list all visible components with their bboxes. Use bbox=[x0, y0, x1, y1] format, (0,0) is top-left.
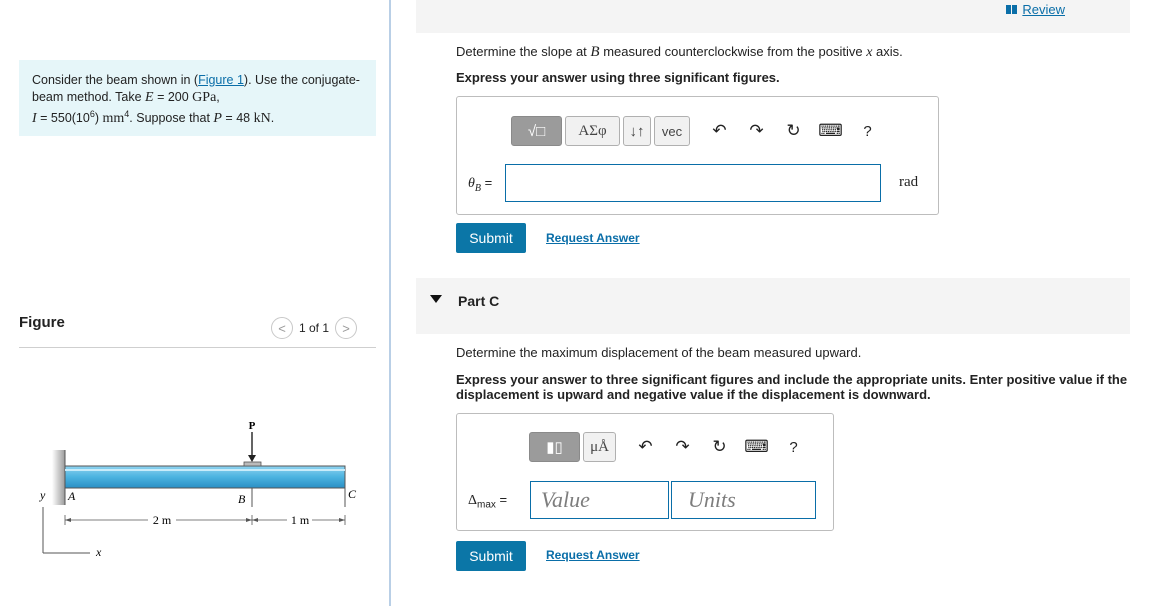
fraction-template-icon: ▮▯ bbox=[546, 439, 563, 456]
chevron-right-icon: > bbox=[342, 320, 350, 336]
partc-title[interactable]: Part C bbox=[458, 293, 500, 309]
partc-math-toolbar bbox=[529, 432, 810, 462]
load-symbol: P bbox=[213, 111, 222, 127]
point-a-label: A bbox=[68, 489, 76, 503]
greek-icon: ΑΣφ bbox=[578, 122, 607, 139]
undo-icon[interactable]: ↶ bbox=[712, 121, 727, 140]
problem-text: . Suppose that bbox=[129, 111, 214, 126]
partc-instruction: Express your answer to three significant figures and include the appropriate units. Enter positive value if the displacement is upward and negative value if the displacement is downward. bbox=[456, 372, 1128, 402]
delta-subscript: max bbox=[477, 499, 496, 511]
partc-header[interactable] bbox=[416, 278, 1130, 334]
templates-button[interactable] bbox=[529, 432, 580, 462]
partb-request-answer-link[interactable]: Request Answer bbox=[546, 231, 640, 245]
theta-subscript: B bbox=[474, 182, 481, 194]
point-b-symbol: B bbox=[590, 44, 600, 60]
inertia-exponent: 6 bbox=[89, 109, 95, 119]
question-text: axis. bbox=[872, 44, 903, 59]
vec-label: vec bbox=[661, 123, 683, 139]
problem-text: ). Use the conjugate-beam method. Take bbox=[32, 73, 360, 104]
problem-text: Consider the beam shown in ( bbox=[32, 73, 199, 87]
review-link[interactable] bbox=[1006, 2, 1065, 17]
review-bar bbox=[416, 0, 1130, 33]
load-plate bbox=[244, 462, 261, 466]
y-axis-label: y bbox=[40, 488, 46, 502]
reset-icon[interactable]: ↻ bbox=[712, 437, 727, 456]
modulus-unit: GPa bbox=[192, 90, 217, 105]
figure-heading: Figure bbox=[19, 314, 65, 331]
partc-question: Determine the maximum displacement of the beam measured upward. bbox=[456, 345, 862, 360]
inertia-value: = 550(10 bbox=[36, 111, 90, 126]
greek-symbols-button[interactable] bbox=[565, 116, 620, 146]
modulus-value: = 200 bbox=[153, 90, 193, 104]
problem-statement bbox=[19, 60, 376, 136]
partc-submit-button[interactable]: Submit bbox=[456, 541, 526, 571]
point-c-label: C bbox=[348, 487, 357, 501]
panel-divider[interactable] bbox=[389, 0, 391, 606]
problem-text: . bbox=[270, 111, 275, 126]
inertia-symbol: I bbox=[32, 111, 37, 127]
dimension-ab: 2 m bbox=[152, 513, 172, 527]
question-text: Determine the slope at bbox=[456, 44, 591, 59]
x-axis-symbol: x bbox=[866, 45, 873, 60]
delta-max-label bbox=[468, 492, 507, 511]
partb-submit-button[interactable]: Submit bbox=[456, 223, 526, 253]
delta-symbol: Δ bbox=[468, 493, 478, 508]
chevron-left-icon: < bbox=[278, 320, 286, 336]
units-input[interactable]: Units bbox=[671, 481, 816, 519]
prev-figure-button[interactable] bbox=[271, 317, 293, 339]
caret-down-icon[interactable] bbox=[430, 295, 442, 303]
theta-symbol: θ bbox=[468, 176, 475, 191]
equals-sign: = bbox=[495, 492, 508, 507]
figure-link[interactable]: Figure 1 bbox=[198, 73, 244, 87]
redo-icon[interactable]: ↷ bbox=[675, 437, 690, 456]
redo-icon[interactable]: ↷ bbox=[749, 121, 764, 140]
modulus-symbol: E bbox=[145, 90, 154, 105]
slope-unit: rad bbox=[899, 174, 919, 190]
dimension-bc: 1 m bbox=[290, 513, 310, 527]
problem-panel bbox=[0, 0, 389, 606]
sqrt-template-icon: √□ bbox=[527, 122, 546, 140]
partb-question bbox=[456, 44, 903, 61]
load-value: = 48 bbox=[221, 111, 254, 126]
x-axis-label: x bbox=[96, 545, 102, 559]
keyboard-icon[interactable]: ⌨ bbox=[744, 437, 769, 456]
undo-icon[interactable]: ↶ bbox=[638, 437, 653, 456]
load-unit: kN bbox=[253, 111, 271, 127]
review-label: Review bbox=[1022, 2, 1065, 17]
help-icon[interactable]: ? bbox=[789, 438, 798, 456]
problem-text: ) bbox=[94, 111, 103, 126]
templates-button[interactable] bbox=[511, 116, 562, 146]
slope-input[interactable] bbox=[505, 164, 881, 202]
partc-request-answer-link[interactable]: Request Answer bbox=[546, 548, 640, 562]
equals-sign: = bbox=[481, 175, 493, 190]
arrows-icon: ↓↑ bbox=[629, 122, 645, 140]
keyboard-icon[interactable]: ⌨ bbox=[818, 121, 843, 140]
value-input[interactable]: Value bbox=[530, 481, 669, 519]
inertia-unit-exponent: 4 bbox=[124, 109, 130, 119]
point-b-label: B bbox=[238, 492, 246, 506]
units-icon: μÅ bbox=[590, 438, 609, 455]
partb-instruction: Express your answer using three significant figures. bbox=[456, 70, 780, 85]
load-label: P bbox=[248, 420, 256, 432]
fixed-support-wall bbox=[52, 450, 65, 505]
arrows-button[interactable] bbox=[623, 116, 651, 146]
units-button[interactable] bbox=[583, 432, 616, 462]
partb-math-toolbar bbox=[511, 116, 884, 146]
beam-figure bbox=[0, 415, 389, 565]
figure-page-count: 1 of 1 bbox=[299, 321, 330, 335]
vector-button[interactable] bbox=[654, 116, 690, 146]
next-figure-button[interactable] bbox=[335, 317, 357, 339]
help-icon[interactable]: ? bbox=[863, 122, 872, 140]
reset-icon[interactable]: ↻ bbox=[786, 121, 801, 140]
question-text: measured counterclockwise from the positive bbox=[599, 44, 867, 59]
book-icon bbox=[1006, 5, 1018, 14]
figure-divider bbox=[19, 347, 376, 348]
figure-pager bbox=[271, 317, 357, 339]
theta-b-label bbox=[468, 175, 492, 194]
problem-text: , bbox=[216, 90, 220, 104]
inertia-unit: mm bbox=[102, 111, 125, 127]
